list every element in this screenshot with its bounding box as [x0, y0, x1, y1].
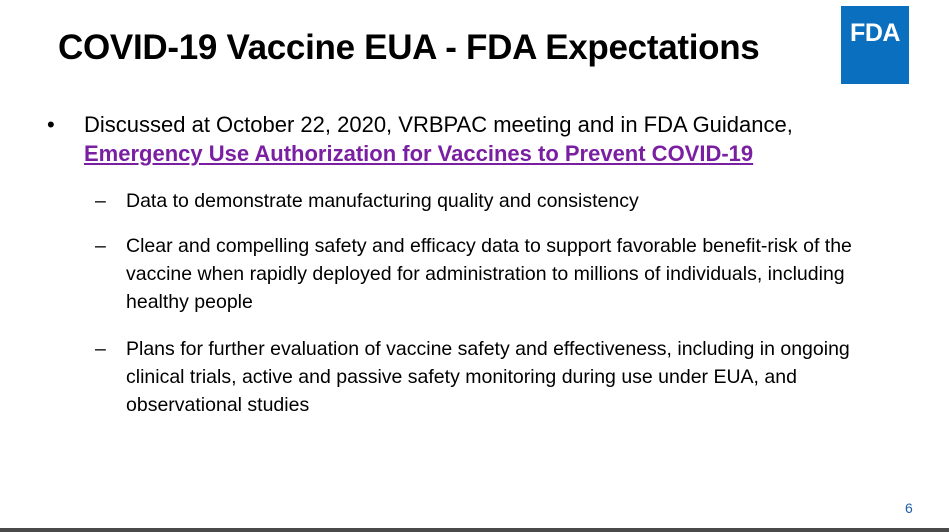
- sub-bullet-text: Plans for further evaluation of vaccine safety and effectiveness, including in ongoing clinical trials, active and passive safety monitoring during use under EUA, and observational studies: [126, 338, 850, 416]
- sub-bullet-marker: –: [95, 338, 106, 360]
- sub-bullet-text: Clear and compelling safety and efficacy data to support favorable benefit-risk of the vaccine when rapidly deployed for administration to millions of individuals, including healthy people: [126, 235, 852, 313]
- slide-title: COVID-19 Vaccine EUA - FDA Expectations: [58, 28, 760, 67]
- bullet-marker: •: [47, 112, 55, 137]
- sub-bullet-text: Data to demonstrate manufacturing quality and consistency: [126, 190, 639, 212]
- page-number: 6: [905, 500, 913, 516]
- fda-logo: [841, 6, 909, 84]
- bottom-divider: [0, 528, 949, 532]
- guidance-link[interactable]: Emergency Use Authorization for Vaccines to Prevent COVID-19: [84, 141, 754, 166]
- main-bullet-text-block: [84, 110, 904, 168]
- sub-bullet-marker: –: [95, 190, 106, 212]
- sub-bullet-marker: –: [95, 235, 106, 257]
- fda-logo-text: FDA: [850, 19, 900, 47]
- main-bullet-text: Discussed at October 22, 2020, VRBPAC meeting and in FDA Guidance,: [84, 112, 793, 137]
